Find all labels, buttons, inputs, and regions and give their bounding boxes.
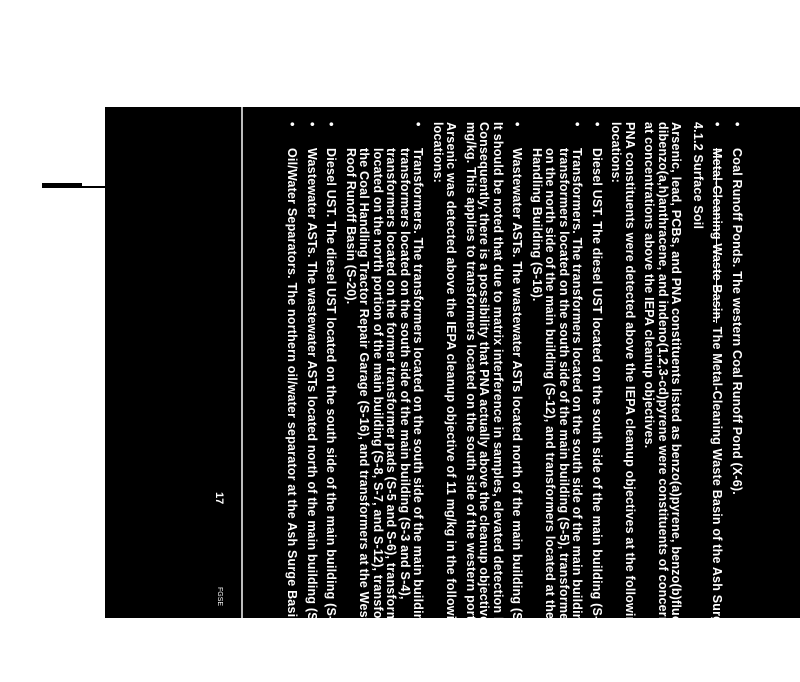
bullet-arsenic-wastewater (305, 122, 319, 682)
bullet-arsenic-transformers (344, 122, 425, 682)
bullet-term: Oil/Water Separators. (285, 148, 300, 279)
bullet-text: The diesel UST located on the south side of the main building (S-2). (590, 221, 604, 636)
bullet-text: The Metal-Cleaning Waste Basin of the Ash Surge Basin. (710, 326, 725, 674)
page-number: 17 (213, 492, 225, 505)
section-heading: 4.1.2 Surface Soil (691, 122, 705, 230)
bullet-arsenic-oil-water (285, 122, 299, 682)
bullet-term: Transformers. (411, 148, 426, 234)
bullet-text: The wastewater ASTs located north of the main building (S-9). (510, 261, 525, 641)
page-text (279, 122, 743, 682)
bullet-text: The transformers located on the south side of the main building (S-3), transformers located on the south side of the main building (S-5), transformers located on the north side of the main building (S-12), and transformers located at the Coal Handling Building (S-16). (530, 148, 585, 682)
bullet-term: Diesel UST. (324, 148, 339, 218)
page-edge (105, 107, 800, 113)
bullet-text: The diesel UST located on the south side of the main building (S-2). (324, 221, 339, 636)
bullet-term: Metal-Cleaning Waste Basin. (710, 148, 725, 324)
bullet-term: Wastewater ASTs. (305, 148, 319, 258)
bullet-arsenic-diesel (324, 122, 338, 682)
arsenic-intro: Arsenic was detected above the IEPA cleanup objective of 11 mg/kg in the following locations: (431, 122, 459, 636)
footer-code: FGSE (216, 587, 223, 607)
bullet-term: Diesel UST. (590, 148, 604, 218)
bullet-coal-runoff (730, 122, 744, 682)
page-rule-line (241, 107, 243, 618)
bullet-term: Wastewater ASTs. (510, 148, 525, 258)
section-intro: Arsenic, lead, PCBs, and PNA constituents listed as benzo(a)pyrene, benzo(b)fluoranthene, dibenzo(a,h)anthracene, and indeno(1,2,3-cd)pyrene were constituents of concern detected at concentrations above the IEPA cleanup objectives. (642, 122, 684, 682)
bullet-text: The western Coal Runoff Pond (X-6). (730, 271, 744, 495)
bullet-wastewater-asts (510, 122, 524, 682)
matrix-note: It should be noted that due to matrix interference in samples, elevated detection limit. Consequently, there is a possibility that PNA actually above the cleanup objective of 0.8 mg/kg. This applies to transformers located on the south side of the western portion. (464, 122, 505, 661)
bullet-term: Transformers. (570, 148, 585, 234)
bullet-text: The northern oil/water separator at the Ash Surge Basin (S-10). (285, 282, 300, 669)
bullet-diesel-ust (590, 122, 604, 682)
pna-intro: PNA constituents were detected above the IEPA cleanup objectives at the following locations: (609, 122, 637, 633)
bullet-metal-cleaning (710, 122, 724, 682)
bullet-text: The transformers located on the south side of the main building (S-1), transformers located on the south side of the main building (S-3 and S-4), transformers located on the former transformer pads (S-5 and S-6), transformers located on the north portion of the main building (S-8, S-7, and S-12), transformers at the Coal Handling Tractor Repair Garage (S-16), and transformers at the West Yard & Roof Runoff Basin (S-20). (344, 148, 426, 670)
bullet-transformers (530, 122, 584, 682)
bullet-term: Coal Runoff Ponds. (730, 148, 744, 268)
bullet-text: The wastewater ASTs located north of the main building (S-9). (305, 261, 319, 641)
